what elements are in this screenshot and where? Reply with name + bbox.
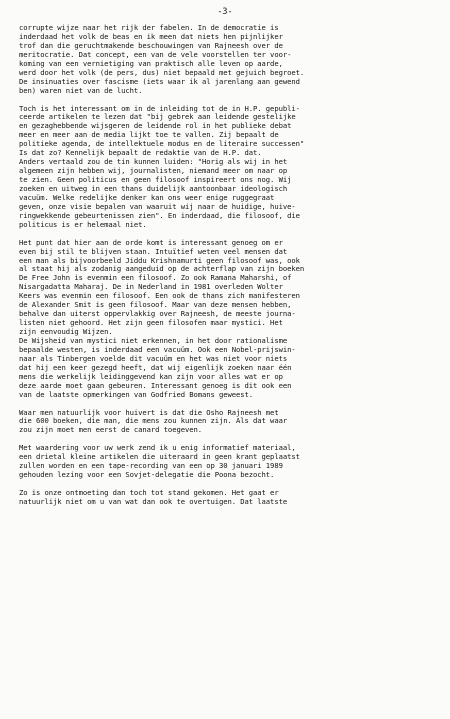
text-line: en gezaghebbende wijsgeren de leidende rol in het publieke debat (19, 121, 292, 131)
text-line: Keers was evenmin een filosoof. Een ook de thans zich manifesteren (19, 291, 300, 301)
text-line: gehouden lezing voor een Sovjet-delegatie die Poona bezocht. (19, 470, 275, 480)
text-line: deze aarde moet gaan gebeuren. Interessant genoeg is dit ook een (19, 380, 292, 390)
text-line: Nisargadatta Maharaj. De in Nederland in 1981 overleden Wolter (19, 282, 283, 292)
text-line: zoeken en uitweg in een thans duidelijk aantoonbaar ideologisch (19, 183, 288, 193)
text-line: meritocratie. Dat concept, een van de vele voorstellen ter voor- (19, 49, 292, 59)
text-line: politieke agenda, de intellektuele modus en de literaire successen" (19, 139, 305, 149)
text-line: zou zijn moet men eerst de canard toegeven. (19, 425, 202, 435)
text-line: te zien. Geen politicus en geen filosoof inspireert ons nog. Wij (19, 175, 292, 184)
paragraph (19, 489, 439, 507)
text-line: politicus is er helemaal niet. (19, 219, 147, 229)
text-line: mens die werkelijk leidinggevend kan zijn voor alles wat er op (19, 371, 283, 381)
text-line: De Wijsheid van mystici niet erkennen, in het door rationalisme (19, 335, 288, 345)
text-line: Toch is het interessant om in de inleiding tot de in H.P. gepubli- (19, 103, 300, 113)
paragraph (19, 24, 439, 96)
paragraph (19, 409, 439, 436)
text-line: even bij stil te blijven staan. Intuïtief weten veel mensen dat (19, 246, 288, 256)
text-line: van de laatste opmerkingen van Godfried Bomans geweest. (19, 389, 254, 399)
text-line: zullen worden en een tape-recording van een op 30 januari 1989 (19, 461, 283, 471)
text-line: dat hij een keer gezegd heeft, dat wij eigenlijk zoeken naar één (19, 362, 292, 372)
text-line: ben) waren niet van de lucht. (19, 85, 143, 95)
page-number: -3- (217, 7, 233, 17)
text-line: inderdaad het volk de beas en ik meen dat niets hen pijnlijker (19, 31, 283, 41)
text-line: naar als Tinbergen voelde dit vacuüm en het was niet voor niets (19, 353, 288, 363)
letter-body (19, 24, 439, 516)
text-line: vacuüm. Welke redelijke denker kan ons weer enige ruggegraat (19, 192, 275, 202)
paragraph (19, 239, 439, 400)
text-line: Met waardering voor uw werk zend ik u enig informatief materiaal, (19, 443, 296, 453)
text-line: Is dat zo? Kennelijk bepaalt de redaktie van de H.P. dat. (19, 148, 262, 158)
paragraph (19, 444, 439, 480)
text-line: al staat hij als zodanig aangeduid op de achterflap van zijn boeken (19, 264, 305, 274)
text-line: trof dan die geruchtmakende beschouwingen van Rajneesh over de (19, 40, 283, 50)
text-line: De insinuaties over fascisme (iets waar ik al jarenlang aan gewend (19, 76, 300, 86)
text-line: ceerde artikelen te lezen dat "bij gebrek aan leidende gestelijke (19, 112, 296, 122)
text-line: De Free John is evenmin een filosoof. Zo ook Ramana Maharshi, of (19, 273, 292, 283)
text-line: meer en meer aan de media lijkt toe te vallen. Zij bepaalt de (19, 130, 279, 140)
text-line: Het punt dat hier aan de orde komt is interessant genoeg om er (19, 237, 283, 247)
text-line: natuurlijk niet om u van wat dan ook te overtuigen. Dat laatste (19, 497, 288, 506)
text-line: behalve dan uiterst oppervlakkig over Rajneesh, de meeste journa- (19, 309, 296, 319)
text-line: Zo is onze ontmoeting dan toch tot stand gekomen. Het gaat er (19, 488, 279, 498)
paragraph (19, 105, 439, 230)
text-line: bepaalde westen, is inderdaad een vacuüm. Ook een Nobel-prijswin- (19, 344, 296, 354)
text-line: Waar men natuurlijk voor huivert is dat die Osho Rajneesh met (19, 407, 279, 417)
text-line: die 600 boeken, die man, die mens zou kunnen zijn. Als dat waar (19, 416, 288, 426)
text-line: een drietal kleine artikelen die uiteraard in geen krant geplaatst (19, 452, 300, 462)
text-line: Anders vertaald zou de tin kunnen luiden: "Horig als wij in het (19, 157, 288, 167)
text-line: een man als bijvoorbeeld Jiddu Krishnamurti geen filosoof was, ook (19, 255, 300, 265)
text-line: geven, onze visie bepalen van waaruit wij naar de huidige, huive- (19, 201, 296, 211)
text-line: koming van een vernietiging van praktisch alle leven op aarde, (19, 58, 283, 68)
text-line: ringwekkende gebeurtenissen zien". En inderdaad, die filosoof, die (19, 210, 300, 220)
text-line: de Alexander Smit is geen filosoof. Maar van deze mensen hebben, (19, 300, 292, 310)
text-line: zijn eenvoudig Wijzen. (19, 327, 113, 336)
text-line: corrupte wijze naar het rijk der fabelen. In de democratie is (19, 23, 279, 32)
text-line: algemeen zijn hebben wij, journalisten, niemand meer om naar op (19, 166, 288, 176)
text-line: listen niet gehoord. Het zijn geen filosofen maar mystici. Het (19, 318, 283, 328)
text-line: werd door het volk (de pers, dus) niet bepaald met gejuich begroet. (19, 67, 305, 77)
